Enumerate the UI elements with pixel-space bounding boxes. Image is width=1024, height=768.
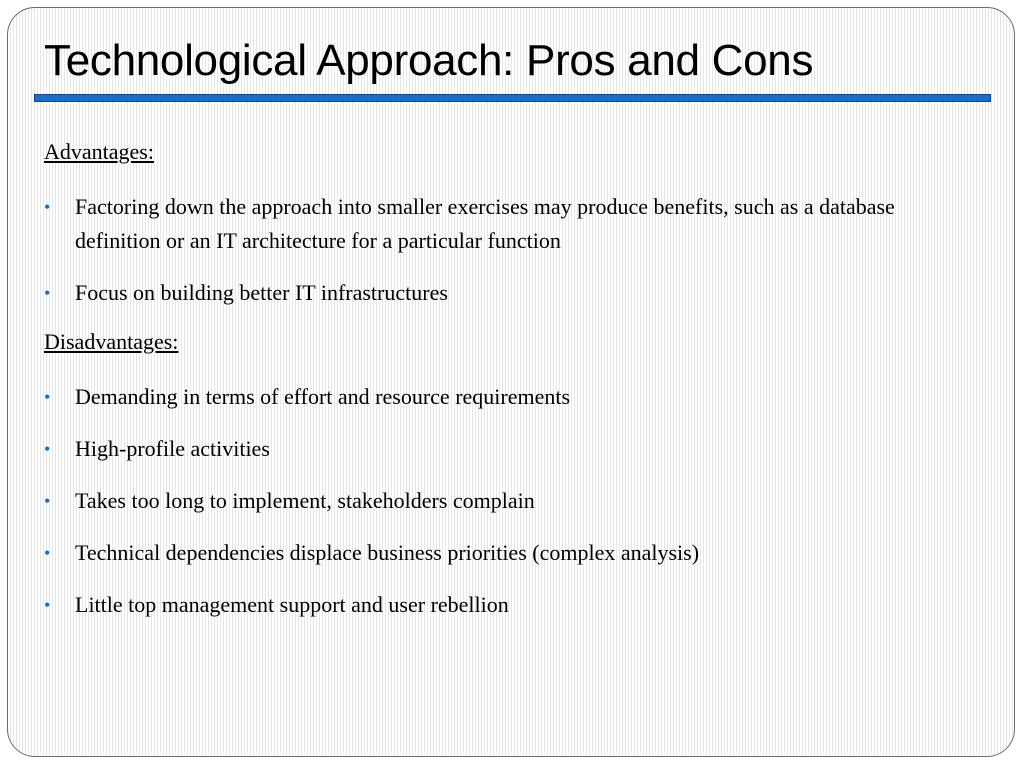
disadvantages-list <box>44 380 964 622</box>
disadvantage-text: Technical dependencies displace business priorities (complex analysis) <box>75 540 700 565</box>
advantage-text: Focus on building better IT infrastructures <box>75 280 448 305</box>
disadvantage-text: Takes too long to implement, stakeholders complain <box>75 488 535 513</box>
disadvantage-item <box>44 380 964 414</box>
disadvantage-text: High-profile activities <box>75 436 270 461</box>
bullet-icon: • <box>44 387 51 407</box>
bullet-icon: • <box>44 543 51 563</box>
bullet-icon: • <box>44 439 51 459</box>
disadvantage-item <box>44 536 964 570</box>
disadvantage-item <box>44 484 964 518</box>
bullet-icon: • <box>44 283 51 303</box>
advantage-text: Factoring down the approach into smaller exercises may produce benefits, such as a database definition or an IT architecture for a particular function <box>75 194 895 253</box>
title-underline-bar <box>34 94 991 102</box>
slide <box>7 7 1015 757</box>
disadvantage-text: Little top management support and user rebellion <box>75 592 509 617</box>
slide-title: Technological Approach: Pros and Cons <box>44 36 814 85</box>
bullet-icon: • <box>44 197 51 217</box>
bullet-icon: • <box>44 491 51 511</box>
slide-content <box>44 138 964 640</box>
disadvantages-heading: Disadvantages: <box>44 329 179 354</box>
advantage-item <box>44 190 964 258</box>
disadvantage-text: Demanding in terms of effort and resource requirements <box>75 384 571 409</box>
disadvantage-item <box>44 588 964 622</box>
bullet-icon: • <box>44 595 51 615</box>
advantages-list <box>44 190 964 310</box>
advantages-heading: Advantages: <box>44 139 154 164</box>
disadvantage-item <box>44 432 964 466</box>
advantage-item <box>44 276 964 310</box>
